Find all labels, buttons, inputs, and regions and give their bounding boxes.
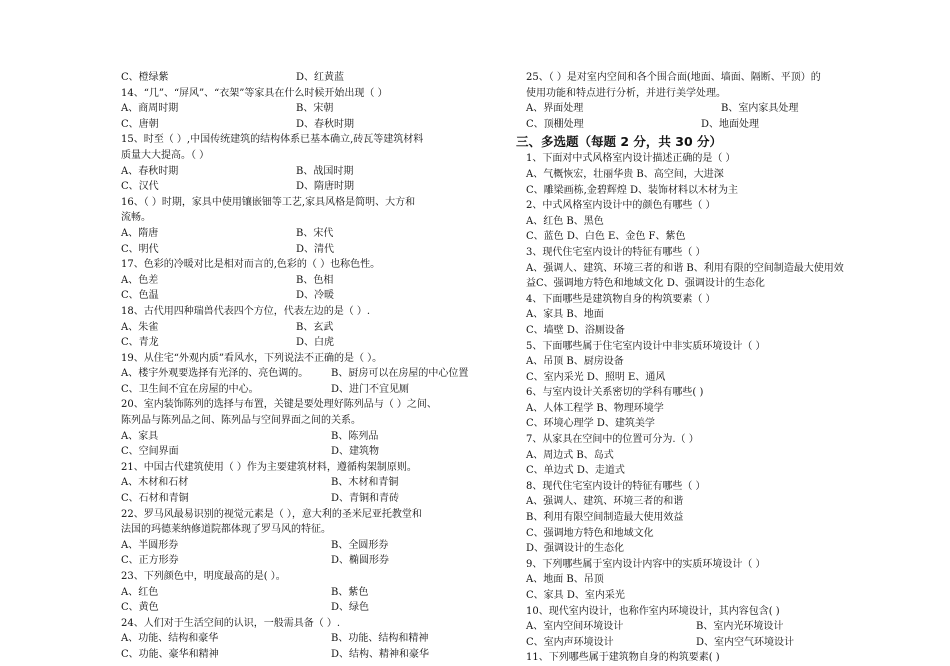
options-row	[526, 117, 904, 133]
question-text: 24、人们对于生活空间的认识，一般需具备（ ）.	[121, 617, 341, 629]
question-text: 11、下列哪些属于建筑物自身的构筑要素( )	[526, 652, 720, 664]
question-text: 17、色彩的冷暖对比是相对而言的,色彩的（ ）也称色性。	[121, 259, 381, 271]
options-row	[121, 553, 503, 569]
options-row	[121, 226, 503, 242]
option-text: B、室内家具处理	[721, 103, 799, 115]
option-text: D、绿色	[331, 602, 370, 614]
question-text: C、室内采光 D、照明 E、通风	[526, 371, 666, 383]
option-text: D、清代	[296, 243, 335, 255]
option-text: A、半圆形券	[121, 539, 179, 551]
option-text: A、色差	[121, 274, 159, 286]
options-row	[121, 70, 503, 86]
options-row	[121, 117, 503, 133]
question-text: 4、下面哪些是建筑物自身的构筑要素（ ）	[526, 293, 716, 305]
options-row	[121, 538, 503, 554]
option-text: C、橙绿紫	[121, 72, 169, 83]
question-text: D、强调设计的生态化	[526, 543, 625, 555]
question-text: 陈列品与陈列品之间、陈列品与空间界面之间的关系。	[121, 415, 361, 427]
question-text: 6、与室内设计关系密切的学科有哪些( )	[526, 387, 704, 399]
option-text: D、进门不宜见厕	[331, 383, 410, 395]
question-text: 18、古代用四种瑞兽代表四个方位，代表左边的是（ ）.	[121, 305, 371, 317]
option-text: B、木材和青铜	[331, 477, 399, 489]
question-text: 益C、强调地方特色和地域文化 D、强调设计的生态化	[526, 278, 765, 290]
question-text: A、吊顶 B、厨房设备	[526, 356, 624, 368]
option-text: D、结构、精神和豪华	[331, 648, 430, 660]
options-row	[526, 101, 904, 117]
option-text: C、卫生间不宜在房屋的中心。	[121, 383, 259, 395]
question-text: C、强调地方特色和地域文化	[526, 527, 654, 539]
question-text: A、气概恢宏，壮丽华贵 B、高空间，大进深	[526, 168, 724, 180]
question-text: A、强调人、建筑、环境三者的和谐 B、利用有限的空间制造最大使用效	[526, 262, 844, 274]
option-text: B、战国时期	[296, 165, 354, 177]
options-row	[526, 619, 904, 635]
option-text: D、红黄蓝	[296, 72, 345, 83]
option-text: B、陈列品	[331, 430, 379, 442]
option-text: C、黄色	[121, 602, 159, 614]
section-heading: 三、多选题（每题 2 分，共 30 分）	[516, 134, 723, 150]
question-text: A、人体工程学 B、物理环境学	[526, 402, 664, 414]
option-text: A、红色	[121, 586, 159, 598]
option-text: C、色温	[121, 290, 159, 302]
option-text: D、椭圆形券	[331, 555, 390, 567]
option-text: D、冷暖	[296, 290, 335, 302]
question-text: C、家具 D、室内采光	[526, 590, 625, 601]
options-row	[121, 491, 503, 507]
question-text: 流畅。	[121, 212, 151, 224]
options-row	[121, 631, 503, 647]
question-text: 22、罗马风最易识别的视觉元素是（ ），意大利的圣米尼亚托教堂和	[121, 508, 422, 520]
question-text: 8、现代住宅室内设计的特征有哪些（ ）	[526, 480, 706, 492]
options-row	[121, 585, 503, 601]
option-text: C、功能、豪华和精神	[121, 648, 219, 660]
options-row	[121, 382, 503, 398]
option-text: A、楼宇外观要选择有光泽的、亮色调的。	[121, 368, 309, 380]
option-text: C、空间界面	[121, 446, 179, 458]
question-text: 2、中式风格室内设计中的颜色有哪些（ ）	[526, 200, 716, 212]
option-text: B、厨房可以在房屋的中心位置	[331, 368, 469, 380]
question-text: 法国的玛德莱纳修道院都体现了罗马风的特征。	[121, 524, 331, 536]
option-text: B、色相	[296, 274, 334, 286]
options-row	[121, 600, 503, 616]
option-text: B、紫色	[331, 586, 369, 598]
option-text: A、功能、结构和豪华	[121, 633, 219, 645]
question-text: 9、下列哪些属于室内设计内容中的实质环境设计（ ）	[526, 558, 766, 570]
question-text: C、雕梁画栋,金碧辉煌 D、装饰材料以木材为主	[526, 184, 739, 196]
option-text: C、顶棚处理	[526, 118, 584, 130]
option-text: A、隋唐	[121, 227, 159, 239]
options-row	[526, 635, 904, 651]
option-text: A、春秋时期	[121, 165, 179, 177]
question-text: 5、下面哪些属于住宅室内设计中非实质环境设计（ ）	[526, 340, 766, 352]
question-text: 1、下面对中式风格室内设计描述正确的是（ ）	[526, 153, 736, 165]
question-text: 使用功能和特点进行分析，并进行美学处理。	[526, 87, 726, 99]
question-text: 14、“几”、“屏风”、“衣架”等家具在什么时候开始出现（ ）	[121, 87, 388, 99]
option-text: D、建筑物	[331, 446, 380, 458]
question-text: 16、（ ）时期，家具中使用镶嵌钿等工艺,家具风格是简明、大方和	[121, 196, 416, 208]
option-text: C、明代	[121, 243, 159, 255]
options-row	[121, 366, 503, 382]
options-row	[121, 164, 503, 180]
option-text: B、宋代	[296, 227, 334, 239]
option-text: C、正方形券	[121, 555, 179, 567]
option-text: A、木材和石材	[121, 477, 189, 489]
options-row	[121, 475, 503, 491]
option-text: D、青铜和青砖	[331, 493, 400, 505]
question-text: C、环境心理学 D、建筑美学	[526, 418, 655, 430]
options-row	[121, 429, 503, 445]
question-text: C、蓝色 D、白色 E、金色 F、紫色	[526, 231, 686, 243]
options-row	[121, 101, 503, 117]
option-text: C、青龙	[121, 337, 159, 349]
option-text: B、全圆形券	[331, 539, 389, 551]
options-row	[121, 273, 503, 289]
option-text: D、室内空气环境设计	[696, 636, 795, 648]
options-row	[121, 288, 503, 304]
question-text: 质量大大提高。（ ）	[121, 149, 210, 161]
option-text: A、界面处理	[526, 103, 584, 115]
question-text: A、周边式 B、岛式	[526, 449, 614, 461]
question-text: 25、（ ）是对室内空间和各个围合面(地面、墙面、隔断、平顶）的	[526, 72, 821, 83]
options-row	[121, 179, 503, 195]
option-text: A、朱雀	[121, 321, 159, 333]
option-text: D、隋唐时期	[296, 181, 355, 193]
question-text: A、地面 B、吊顶	[526, 574, 604, 586]
option-text: C、唐朝	[121, 118, 159, 130]
option-text: C、汉代	[121, 181, 159, 193]
options-row	[121, 242, 503, 258]
question-text: 10、现代室内设计，也称作室内环境设计，其内容包含( )	[526, 605, 780, 617]
question-text: 19、从住宅“外观内质”看风水，下列说法不正确的是（ ）。	[121, 352, 383, 364]
left-column	[121, 70, 503, 663]
question-text: C、墙壁 D、浴厕设备	[526, 324, 625, 336]
options-row	[121, 320, 503, 336]
option-text: C、石材和青铜	[121, 493, 189, 505]
option-text: B、玄武	[296, 321, 334, 333]
option-text: D、春秋时期	[296, 118, 355, 130]
question-text: 23、下列颜色中，明度最高的是( ）。	[121, 571, 286, 582]
right-column	[516, 70, 904, 666]
question-text: 21、中国古代建筑使用（ ）作为主要建筑材料，遵循构架制原则。	[121, 461, 417, 473]
option-text: B、宋朝	[296, 103, 334, 115]
question-text: C、单边式 D、走道式	[526, 465, 625, 477]
question-text: 20、室内装饰陈列的选择与布置，关键是要处理好陈列品与（ ）之间、	[121, 399, 437, 411]
option-text: D、白虎	[296, 337, 335, 349]
question-text: A、红色 B、黑色	[526, 215, 604, 227]
options-row	[121, 335, 503, 351]
option-text: B、室内光环境设计	[696, 621, 784, 633]
question-text: 3、现代住宅室内设计的特征有哪些（ ）	[526, 246, 706, 258]
option-text: C、室内声环境设计	[526, 636, 614, 648]
question-text: A、强调人、建筑、环境三者的和谐	[526, 496, 684, 508]
question-text: B、利用有限空间制造最大使用效益	[526, 512, 684, 524]
option-text: D、地面处理	[701, 118, 760, 130]
option-text: A、室内空间环境设计	[526, 621, 624, 633]
option-text: B、功能、结构和精神	[331, 633, 429, 645]
options-row	[121, 647, 503, 663]
question-text: 7、从家具在空间中的位置可分为.（ ）	[526, 434, 699, 446]
options-row	[121, 444, 503, 460]
question-text: 15、时至（ ）,中国传统建筑的结构体系已基本确立,砖瓦等建筑材料	[121, 134, 424, 146]
question-text: A、家具 B、地面	[526, 309, 604, 321]
option-text: A、家具	[121, 430, 159, 442]
option-text: A、商周时期	[121, 103, 179, 115]
